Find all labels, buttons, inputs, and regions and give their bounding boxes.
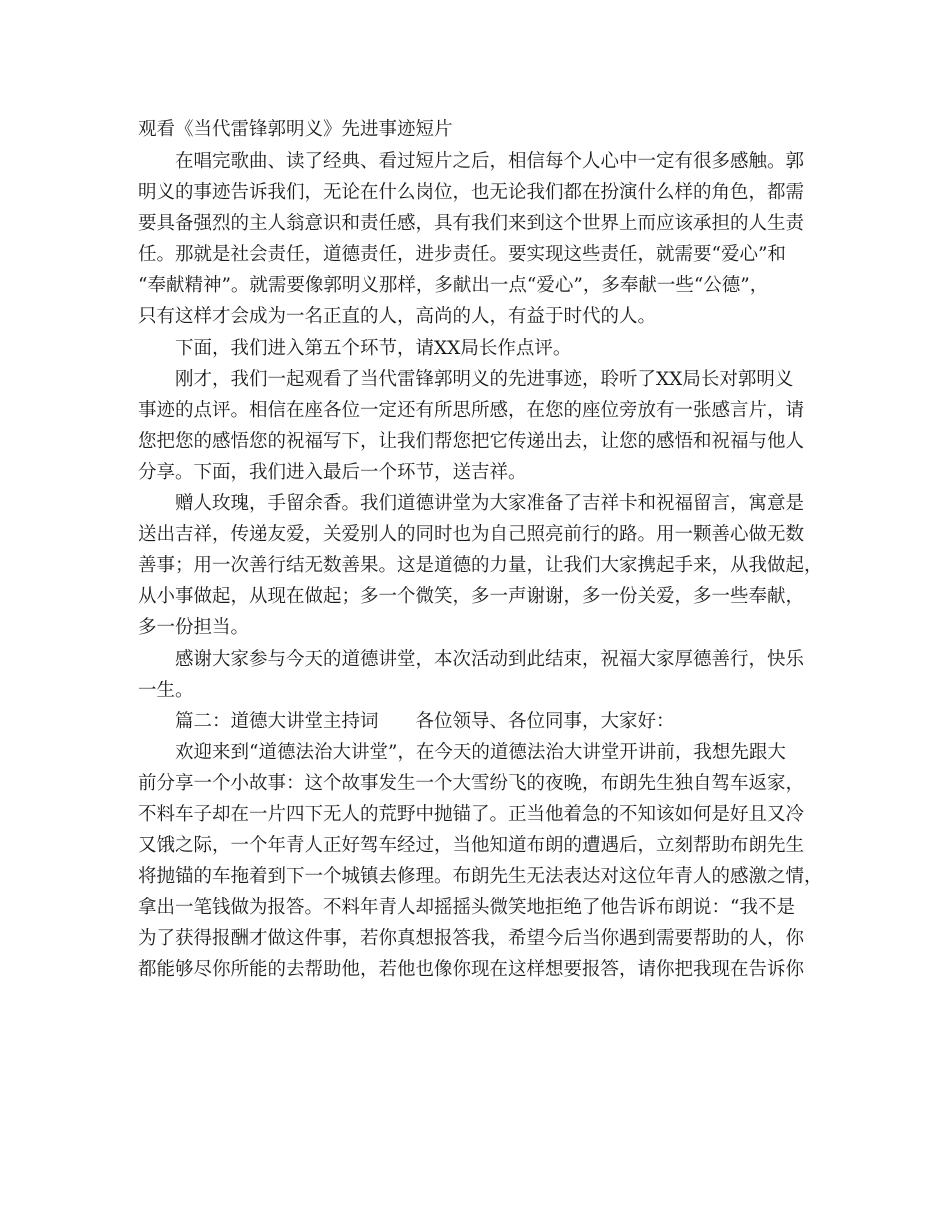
text-line: 您把您的感悟您的祝福写下，让我们帮您把它传递出去，让您的感悟和祝福与他人 xyxy=(138,430,805,452)
text-line: 送出吉祥，传递友爱，关爱别人的同时也为自己照亮前行的路。用一颗善心做无数 xyxy=(138,524,805,546)
text-line: 将抛锚的车拖着到下一个城镇去修理。布朗先生无法表达对这位年青人的感激之情， xyxy=(138,866,823,888)
text-line: 任。那就是社会责任，道德责任，进步责任。要实现这些责任，就需要“爱心”和 xyxy=(138,244,786,266)
text-line: 赠人玫瑰，手留余香。我们道德讲堂为大家准备了吉祥卡和祝福留言，寓意是 xyxy=(175,493,805,515)
text-line: 拿出一笔钱做为报答。不料年青人却摇摇头微笑地拒绝了他告诉布朗说：“我不是 xyxy=(138,897,795,919)
text-line: 事迹的点评。相信在座各位一定还有所思所感，在您的座位旁放有一张感言片，请 xyxy=(138,399,805,421)
section-heading: 观看《当代雷锋郭明义》先进事迹短片 xyxy=(138,119,453,140)
document-body xyxy=(138,114,838,986)
text-line: 分享。下面，我们进入最后一个环节，送吉祥。 xyxy=(138,461,527,483)
text-line: 欢迎来到“道德法治大讲堂”，在今天的道德法治大讲堂开讲前，我想先跟大 xyxy=(175,741,786,763)
text-line: 又饿之际，一个年青人正好驾车经过，当他知道布朗的遭遇后，立刻帮助布朗先生 xyxy=(138,835,805,857)
section-heading-inline: 篇二：道德大讲堂主持词 各位领导、各位同事，大家好： xyxy=(175,710,675,732)
text-line: 前分享一个小故事：这个故事发生一个大雪纷飞的夜晚，布朗先生独自驾车返家， xyxy=(138,772,805,794)
text-line: 为了获得报酬才做这件事，若你真想报答我，希望今后当你遇到需要帮助的人，你 xyxy=(138,928,805,950)
text-line: 在唱完歌曲、读了经典、看过短片之后，相信每个人心中一定有很多感触。郭 xyxy=(175,151,805,172)
text-line: 不料车子却在一片四下无人的荒野中抛锚了。正当他着急的不知该如何是好且又冷 xyxy=(138,803,805,825)
text-line: 明义的事迹告诉我们，无论在什么岗位，也无论我们都在扮演什么样的角色，都需 xyxy=(138,182,805,204)
text-line: 善事；用一次善行结无数善果。这是道德的力量，让我们大家携起手来，从我做起， xyxy=(138,555,823,577)
text-line: 一生。 xyxy=(138,679,194,701)
text-line: 刚才，我们一起观看了当代雷锋郭明义的先进事迹，聆听了XX局长对郭明义 xyxy=(175,368,794,390)
text-line: 要具备强烈的主人翁意识和责任感，具有我们来到这个世界上而应该承担的人生责 xyxy=(138,213,805,235)
text-line: 从小事做起，从现在做起；多一个微笑，多一声谢谢，多一份关爱，多一些奉献， xyxy=(138,586,805,608)
text-line: 只有这样才会成为一名正直的人，高尚的人，有益于时代的人。 xyxy=(138,306,657,328)
text-line: 多一份担当。 xyxy=(138,617,250,639)
text-line: 下面，我们进入第五个环节，请XX局长作点评。 xyxy=(175,337,572,359)
text-line: “奉献精神”。就需要像郭明义那样，多献出一点“爱心”，多奉献一些“公德”， xyxy=(138,275,769,297)
text-line: 都能够尽你所能的去帮助他，若他也像你现在这样想要报答，请你把我现在告诉你 xyxy=(138,959,805,981)
text-line: 感谢大家参与今天的道德讲堂，本次活动到此结束，祝福大家厚德善行，快乐 xyxy=(175,648,805,670)
